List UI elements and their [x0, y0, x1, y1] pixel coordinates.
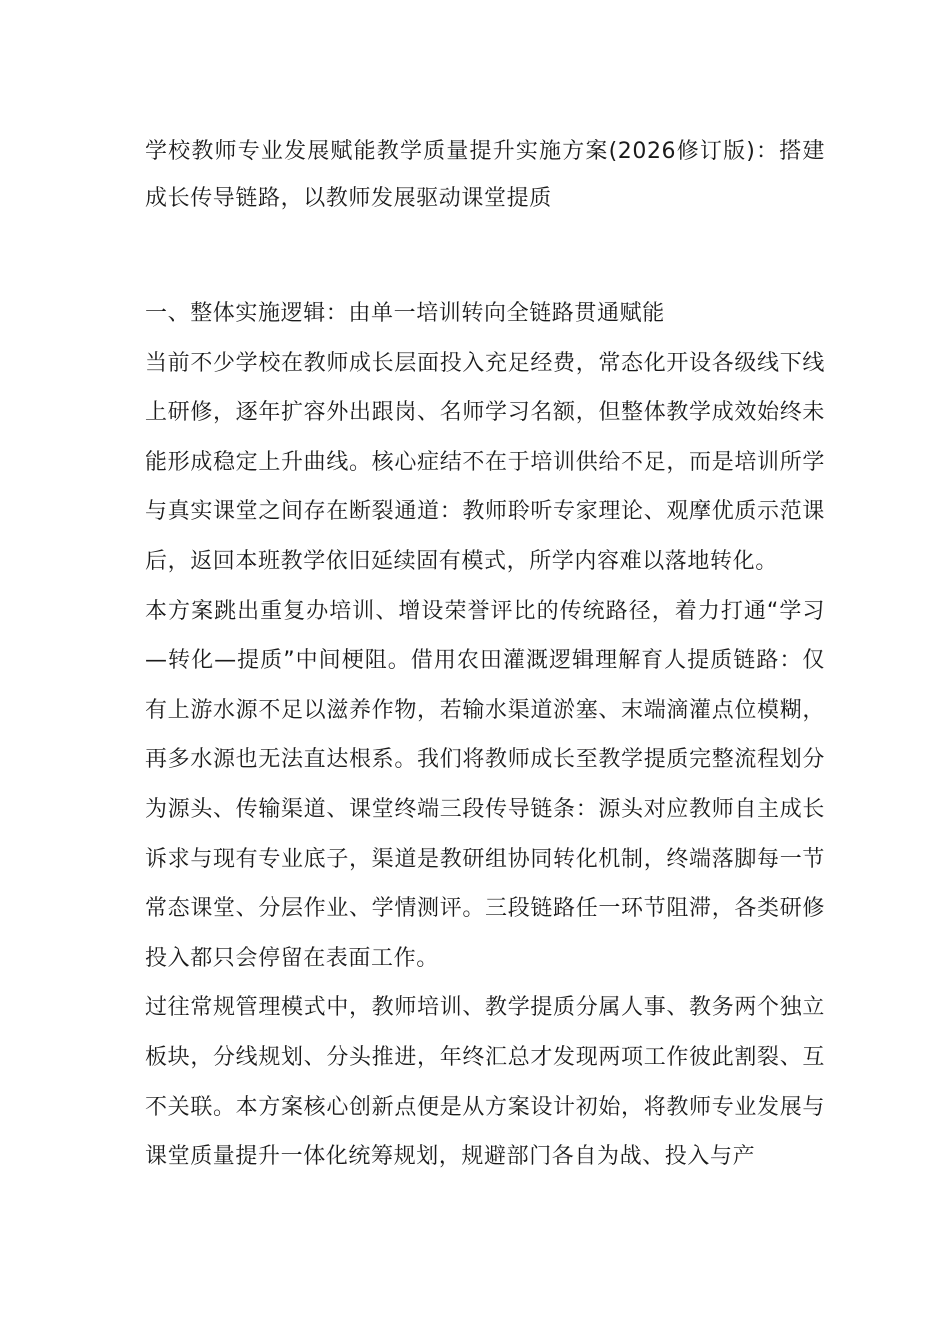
paragraph-2: 本方案跳出重复办培训、增设荣誉评比的传统路径，着力打通“学习—转化—提质”中间梗阻。借用农田灌溉逻辑理解育人提质链路：仅有上游水源不足以滋养作物，若输水渠道淤塞、末端滴灌点位模糊，再多水源也无法直达根系。我们将教师成长至教学提质完整流程划分为源头、传输渠道、课堂终端三段传导链条：源头对应教师自主成长诉求与现有专业底子，渠道是教研组协同转化机制，终端落脚每一节常态课堂、分层作业、学情测评。三段链路任一环节阻滞，各类研修投入都只会停留在表面工作。 — [145, 598, 825, 971]
paragraph-3: 过往常规管理模式中，教师培训、教学提质分属人事、教务两个独立板块，分线规划、分头推进，年终汇总才发现两项工作彼此割裂、互不关联。本方案核心创新点便是从方案设计初始，将教师专业发展与课堂质量提升一体化统筹规划，规避部门各自为战、投入与产 — [145, 995, 825, 1170]
paragraph-1: 当前不少学校在教师成长层面投入充足经费，常态化开设各级线下线上研修，逐年扩容外出跟岗、名师学习名额，但整体教学成效始终未能形成稳定上升曲线。核心症结不在于培训供给不足，而是培训所学与真实课堂之间存在断裂通道：教师聆听专家理论、观摩优质示范课后，返回本班教学依旧延续固有模式，所学内容难以落地转化。 — [145, 350, 825, 574]
document-body — [145, 128, 825, 1182]
section-heading: 一、整体实施逻辑：由单一培训转向全链路贯通赋能 — [145, 301, 665, 326]
document-title: 学校教师专业发展赋能教学质量提升实施方案(2026修订版)：搭建成长传导链路，以教师发展驱动课堂提质 — [145, 139, 825, 211]
